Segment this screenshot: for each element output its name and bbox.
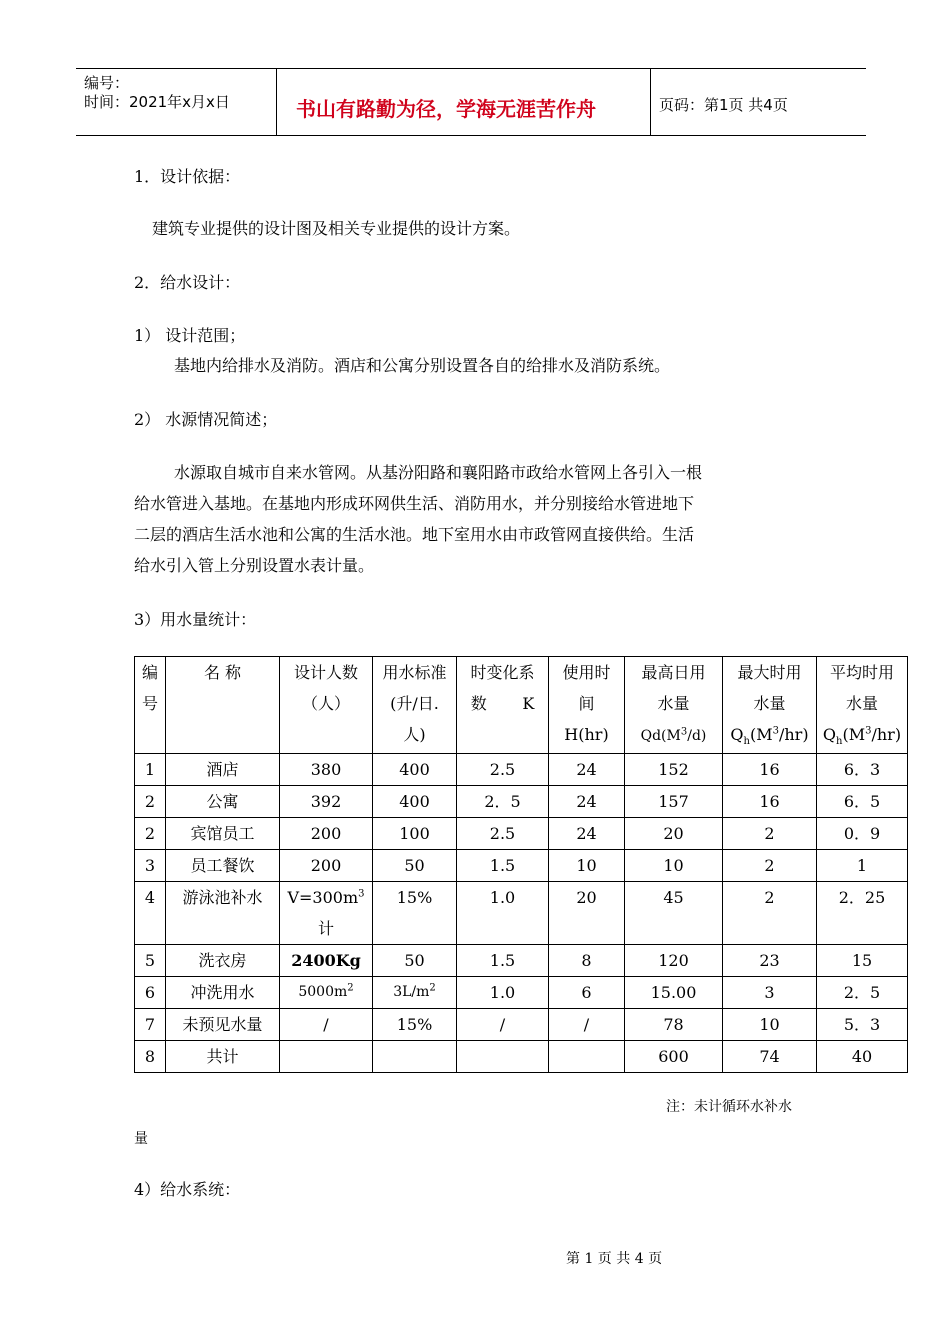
table-row [135, 1009, 908, 1041]
cell-daily: 20 [625, 818, 723, 850]
header-divider-right [650, 68, 651, 136]
section-1-body: 建筑专业提供的设计图及相关专业提供的设计方案。 [152, 219, 521, 238]
cell-standard: 400 [373, 786, 457, 818]
section-2-2-title: 2） 水源情况简述； [134, 410, 278, 429]
cell-max-hour: 74 [723, 1041, 817, 1073]
cell-avg-hour: 5．3 [817, 1009, 908, 1041]
cell-k: 1.0 [457, 882, 549, 945]
cell-people: $V=300m^3$ 计 [280, 882, 373, 945]
table-row [135, 882, 908, 945]
table-note: 注：未计循环水补水 [666, 1099, 792, 1115]
section-2-4-title: 4）给水系统： [134, 1180, 241, 1199]
section-2-title: 2．给水设计： [134, 273, 241, 292]
cell-standard: 15% [373, 882, 457, 945]
footer-page-number: 第 1 页 共 4 页 [566, 1251, 663, 1267]
cell-avg-hour: 40 [817, 1041, 908, 1073]
cell-no: 4 [135, 882, 166, 945]
header-k: 时变化系 数 K [457, 657, 549, 754]
section-1-title: 1．设计依据： [134, 167, 241, 186]
cell-no: 1 [135, 754, 166, 786]
table-header-row [135, 657, 908, 754]
table-row [135, 818, 908, 850]
cell-avg-hour: 2．5 [817, 977, 908, 1009]
cell-standard: 50 [373, 850, 457, 882]
cell-max-hour: 23 [723, 945, 817, 977]
header-time-label: 时间：2021年x月x日 [84, 93, 230, 111]
header-max-hour: 最大时用 水量 $Q_h(M^3/hr)$ [723, 657, 817, 754]
section-2-1-title: 1） 设计范围； [134, 326, 246, 345]
section-2-3-title: 3）用水量统计： [134, 610, 257, 629]
section-2-2-body-line-2: 给水管进入基地。在基地内形成环网供生活、消防用水，并分别接给水管进地下 [134, 494, 695, 513]
cell-no: 8 [135, 1041, 166, 1073]
cell-hours: 6 [549, 977, 625, 1009]
cell-daily: 600 [625, 1041, 723, 1073]
cell-max-hour: 10 [723, 1009, 817, 1041]
table-row [135, 945, 908, 977]
cell-daily: 157 [625, 786, 723, 818]
cell-k: / [457, 1009, 549, 1041]
cell-standard [373, 1041, 457, 1073]
cell-k: 2.5 [457, 818, 549, 850]
cell-hours: 24 [549, 786, 625, 818]
cell-standard: 50 [373, 945, 457, 977]
cell-hours: 8 [549, 945, 625, 977]
cell-people [280, 1041, 373, 1073]
cell-standard: 100 [373, 818, 457, 850]
cell-hours: / [549, 1009, 625, 1041]
table-row [135, 850, 908, 882]
cell-max-hour: 2 [723, 882, 817, 945]
table-total-row [135, 1041, 908, 1073]
cell-hours [549, 1041, 625, 1073]
cell-no: 5 [135, 945, 166, 977]
header-motto: 书山有路勤为径，学海无涯苦作舟 [296, 97, 596, 121]
header-daily: 最高日用 水量 $Qd(M^3/d)$ [625, 657, 723, 754]
header-number-label: 编号： [84, 74, 130, 92]
cell-avg-hour: 1 [817, 850, 908, 882]
cell-avg-hour: 6．3 [817, 754, 908, 786]
cell-standard: 15% [373, 1009, 457, 1041]
cell-name: 洗衣房 [166, 945, 280, 977]
header-divider-left [276, 68, 277, 136]
section-2-2-body-line-4: 给水引入管上分别设置水表计量。 [134, 556, 375, 575]
cell-no: 2 [135, 786, 166, 818]
cell-max-hour: 2 [723, 818, 817, 850]
cell-max-hour: 2 [723, 850, 817, 882]
table-note-continued: 量 [134, 1131, 148, 1147]
table-row [135, 977, 908, 1009]
header-people: 设计人数 （人） [280, 657, 373, 754]
cell-daily: 152 [625, 754, 723, 786]
cell-max-hour: 16 [723, 786, 817, 818]
cell-name: 共计 [166, 1041, 280, 1073]
cell-people: 200 [280, 818, 373, 850]
header-top-rule [76, 68, 866, 69]
cell-avg-hour: 2．25 [817, 882, 908, 945]
cell-k: 2．5 [457, 786, 549, 818]
cell-daily: 10 [625, 850, 723, 882]
cell-people: / [280, 1009, 373, 1041]
cell-daily: 15.00 [625, 977, 723, 1009]
cell-hours: 24 [549, 818, 625, 850]
header-avg-hour: 平均时用 水量 $Q_h(M^3/hr)$ [817, 657, 908, 754]
section-2-2-body-line-1: 水源取自城市自来水管网。从基汾阳路和襄阳路市政给水管网上各引入一根 [174, 463, 703, 482]
table-row [135, 786, 908, 818]
cell-daily: 78 [625, 1009, 723, 1041]
cell-max-hour: 16 [723, 754, 817, 786]
cell-no: 2 [135, 818, 166, 850]
cell-name: 员工餐饮 [166, 850, 280, 882]
cell-avg-hour: 6．5 [817, 786, 908, 818]
cell-k: 1.5 [457, 850, 549, 882]
cell-people: $5000m^2$ [280, 977, 373, 1009]
water-usage-table [134, 656, 908, 1073]
cell-hours: 20 [549, 882, 625, 945]
section-2-2-body-line-3: 二层的酒店生活水池和公寓的生活水池。地下室用水由市政管网直接供给。生活 [134, 525, 695, 544]
cell-name: 冲洗用水 [166, 977, 280, 1009]
cell-name: 未预见水量 [166, 1009, 280, 1041]
cell-max-hour: 3 [723, 977, 817, 1009]
cell-standard: $3L/m^2$ [373, 977, 457, 1009]
header-page-label: 页码：第1页 共4页 [659, 96, 788, 114]
cell-k [457, 1041, 549, 1073]
header-bottom-rule [76, 135, 866, 136]
cell-avg-hour: 0．9 [817, 818, 908, 850]
cell-people: 380 [280, 754, 373, 786]
cell-k: 1.5 [457, 945, 549, 977]
header-standard: 用水标准 (升/日. 人) [373, 657, 457, 754]
cell-people: 2400Kg [280, 945, 373, 977]
cell-people: 200 [280, 850, 373, 882]
cell-name: 宾馆员工 [166, 818, 280, 850]
cell-people: 392 [280, 786, 373, 818]
cell-hours: 10 [549, 850, 625, 882]
header-hours: 使用时 间 H(hr) [549, 657, 625, 754]
section-2-1-body: 基地内给排水及消防。酒店和公寓分别设置各自的给排水及消防系统。 [174, 356, 671, 375]
header-name: 名 称 [166, 657, 280, 754]
cell-standard: 400 [373, 754, 457, 786]
cell-name: 公寓 [166, 786, 280, 818]
cell-name: 游泳池补水 [166, 882, 280, 945]
cell-daily: 120 [625, 945, 723, 977]
cell-hours: 24 [549, 754, 625, 786]
cell-k: 1.0 [457, 977, 549, 1009]
cell-no: 3 [135, 850, 166, 882]
table-row [135, 754, 908, 786]
cell-k: 2.5 [457, 754, 549, 786]
cell-no: 6 [135, 977, 166, 1009]
cell-daily: 45 [625, 882, 723, 945]
cell-name: 酒店 [166, 754, 280, 786]
cell-no: 7 [135, 1009, 166, 1041]
header-no: 编 号 [135, 657, 166, 754]
cell-avg-hour: 15 [817, 945, 908, 977]
